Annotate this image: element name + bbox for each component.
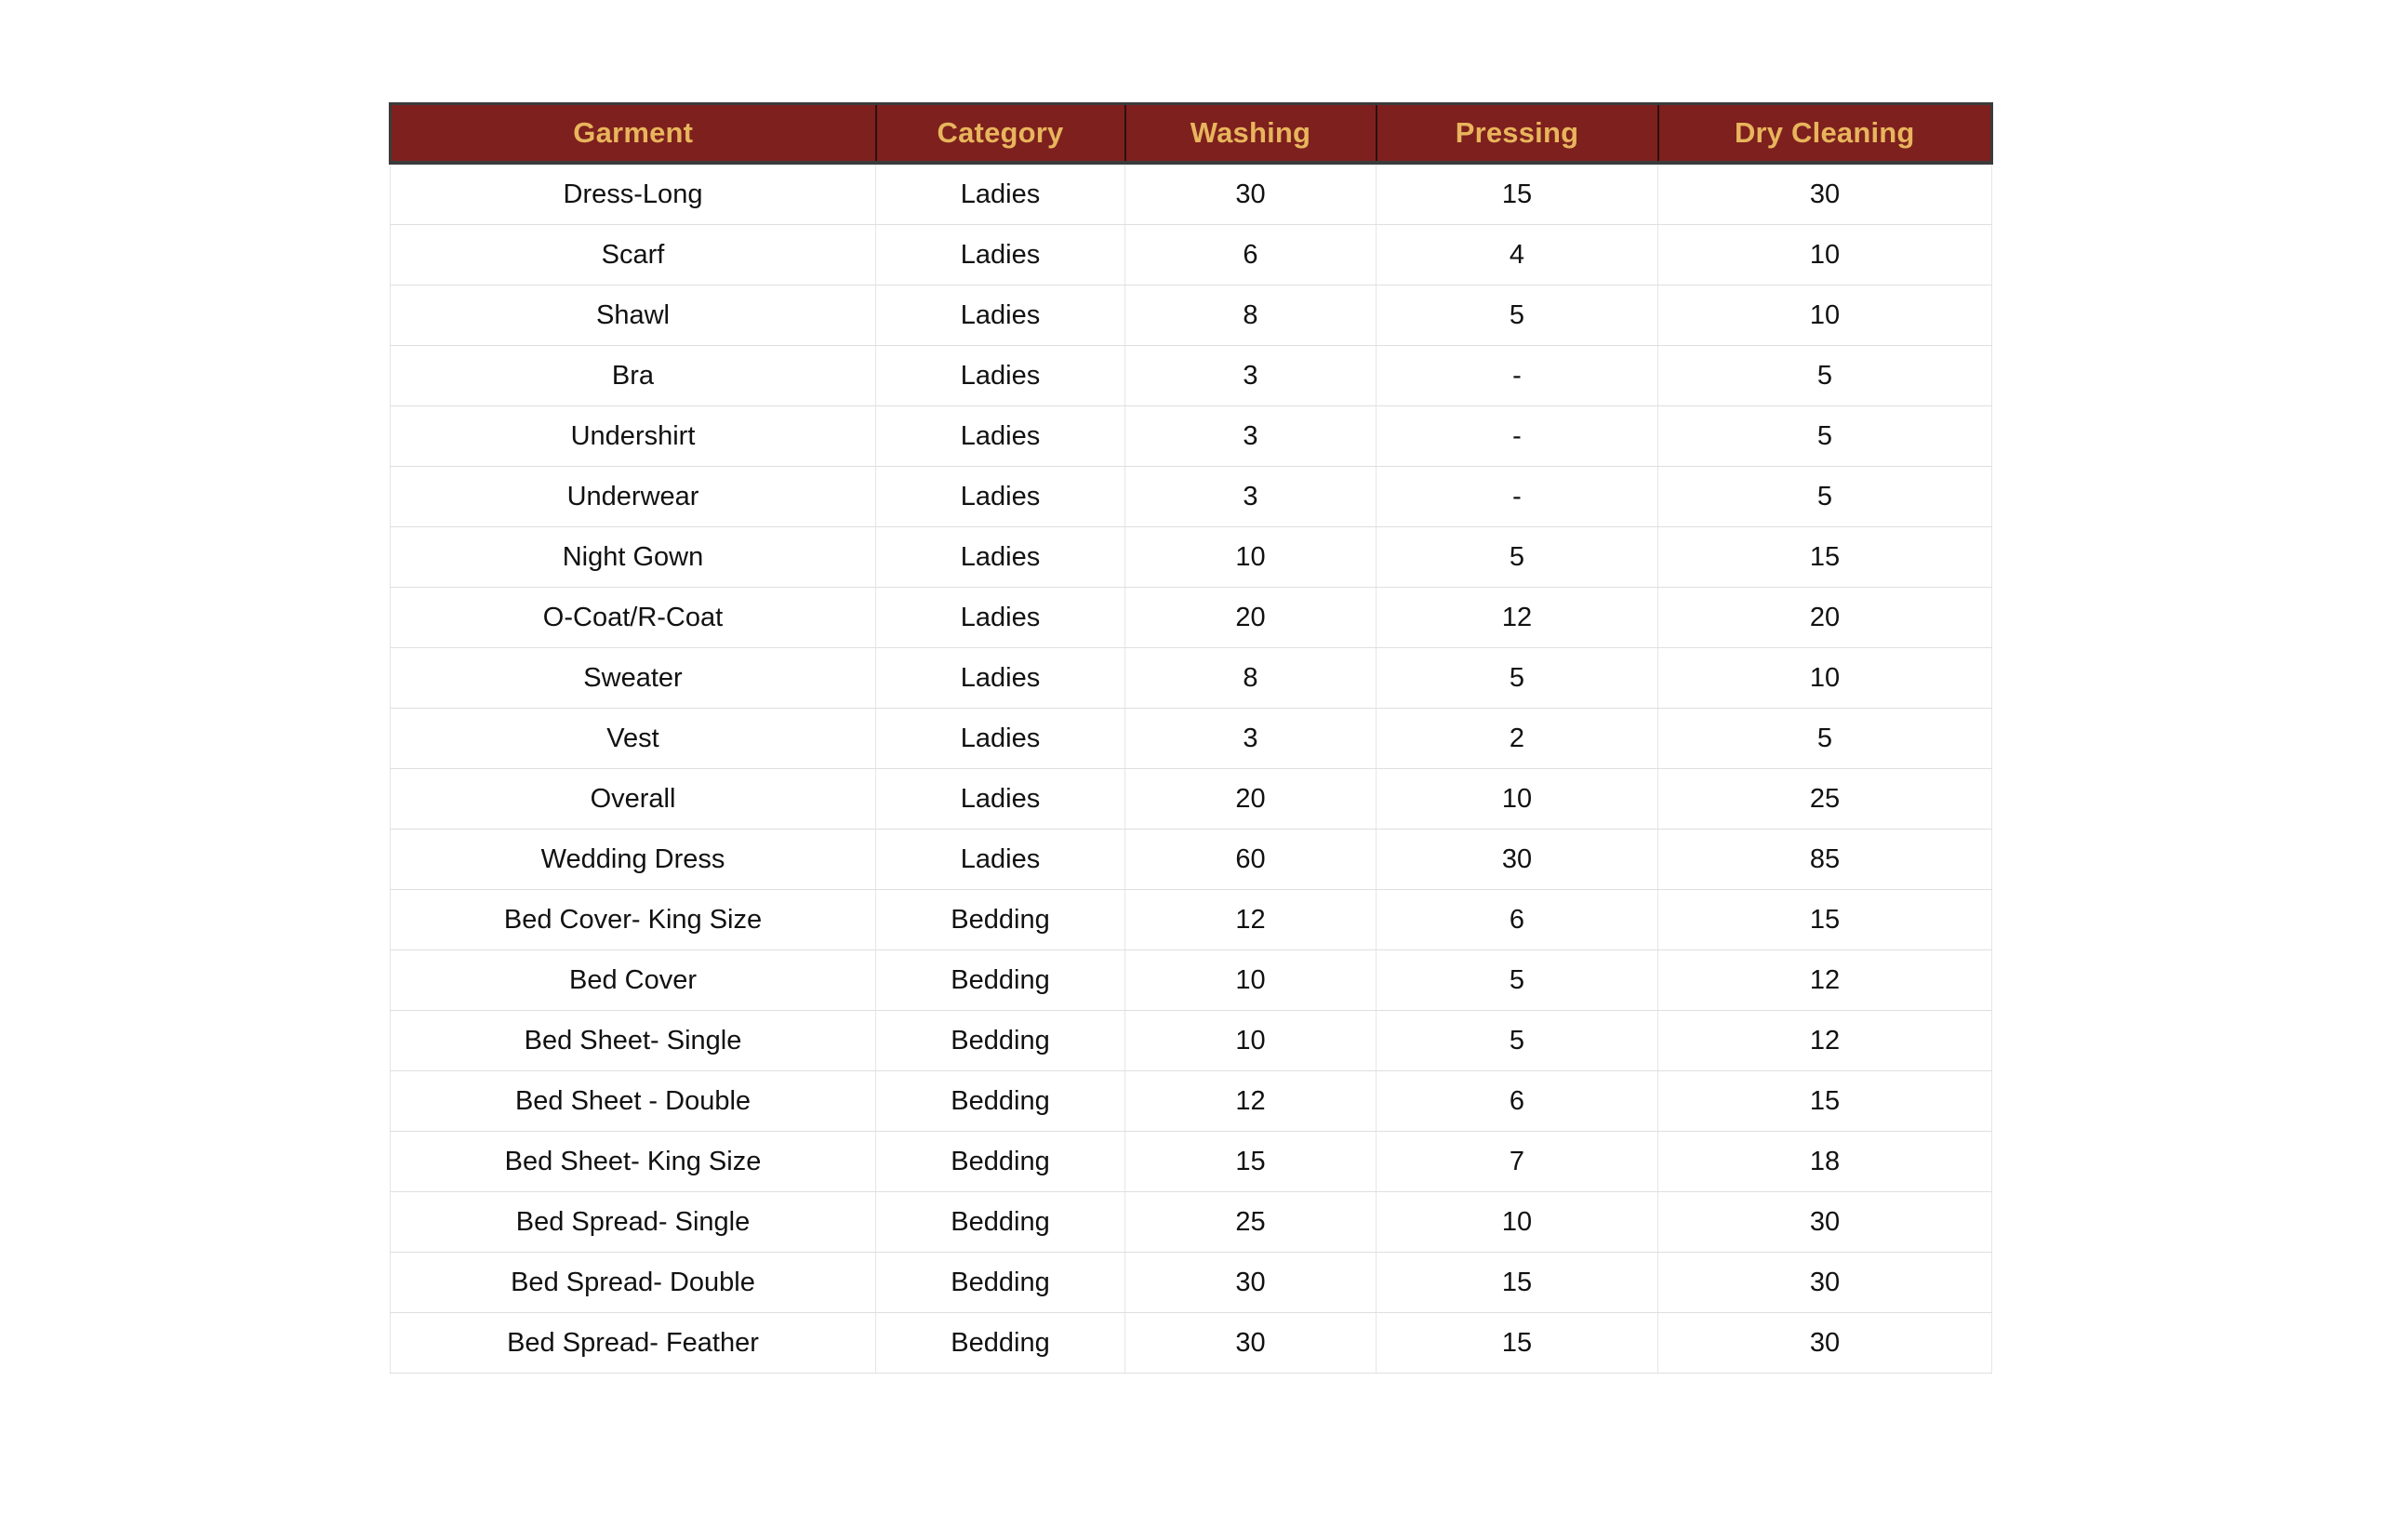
cell-garment: Bed Sheet- King Size <box>391 1132 876 1192</box>
cell-dry-cleaning: 10 <box>1658 225 1992 285</box>
cell-garment: Bed Cover- King Size <box>391 890 876 950</box>
column-header-dry-cleaning: Dry Cleaning <box>1658 104 1992 164</box>
table-row <box>391 1313 1992 1374</box>
cell-pressing: 5 <box>1377 1011 1658 1071</box>
cell-dry-cleaning: 12 <box>1658 950 1992 1011</box>
cell-washing: 10 <box>1125 1011 1377 1071</box>
table-row <box>391 588 1992 648</box>
cell-garment: Bed Spread- Double <box>391 1253 876 1313</box>
cell-category: Bedding <box>876 1192 1125 1253</box>
cell-category: Ladies <box>876 285 1125 346</box>
cell-garment: Undershirt <box>391 406 876 467</box>
cell-dry-cleaning: 30 <box>1658 163 1992 225</box>
cell-dry-cleaning: 18 <box>1658 1132 1992 1192</box>
cell-category: Bedding <box>876 950 1125 1011</box>
cell-category: Ladies <box>876 830 1125 890</box>
cell-garment: Bra <box>391 346 876 406</box>
cell-category: Bedding <box>876 1253 1125 1313</box>
cell-washing: 30 <box>1125 1313 1377 1374</box>
cell-pressing: 5 <box>1377 950 1658 1011</box>
cell-washing: 10 <box>1125 950 1377 1011</box>
cell-dry-cleaning: 15 <box>1658 527 1992 588</box>
table-row <box>391 285 1992 346</box>
table-body <box>391 163 1992 1374</box>
cell-washing: 30 <box>1125 1253 1377 1313</box>
cell-washing: 12 <box>1125 890 1377 950</box>
cell-washing: 8 <box>1125 648 1377 709</box>
cell-washing: 12 <box>1125 1071 1377 1132</box>
cell-pressing: 6 <box>1377 890 1658 950</box>
column-header-garment: Garment <box>391 104 876 164</box>
laundry-price-table <box>389 102 1993 1374</box>
cell-garment: Sweater <box>391 648 876 709</box>
cell-category: Ladies <box>876 467 1125 527</box>
cell-garment: Underwear <box>391 467 876 527</box>
cell-washing: 6 <box>1125 225 1377 285</box>
cell-washing: 20 <box>1125 588 1377 648</box>
cell-category: Ladies <box>876 709 1125 769</box>
table-row <box>391 527 1992 588</box>
table-row <box>391 830 1992 890</box>
cell-washing: 8 <box>1125 285 1377 346</box>
cell-garment: Bed Spread- Feather <box>391 1313 876 1374</box>
cell-pressing: 15 <box>1377 1253 1658 1313</box>
table-row <box>391 1253 1992 1313</box>
table-row <box>391 648 1992 709</box>
cell-dry-cleaning: 20 <box>1658 588 1992 648</box>
cell-dry-cleaning: 30 <box>1658 1313 1992 1374</box>
cell-pressing: 5 <box>1377 285 1658 346</box>
cell-category: Ladies <box>876 588 1125 648</box>
cell-dry-cleaning: 10 <box>1658 648 1992 709</box>
cell-garment: Overall <box>391 769 876 830</box>
cell-category: Ladies <box>876 527 1125 588</box>
cell-pressing: 5 <box>1377 648 1658 709</box>
cell-garment: Night Gown <box>391 527 876 588</box>
table-header <box>391 104 1992 164</box>
cell-dry-cleaning: 15 <box>1658 1071 1992 1132</box>
cell-washing: 3 <box>1125 467 1377 527</box>
cell-dry-cleaning: 5 <box>1658 709 1992 769</box>
cell-category: Ladies <box>876 406 1125 467</box>
cell-garment: Shawl <box>391 285 876 346</box>
table-row <box>391 406 1992 467</box>
cell-dry-cleaning: 10 <box>1658 285 1992 346</box>
cell-pressing: 7 <box>1377 1132 1658 1192</box>
cell-pressing: 5 <box>1377 527 1658 588</box>
cell-dry-cleaning: 12 <box>1658 1011 1992 1071</box>
cell-category: Ladies <box>876 648 1125 709</box>
cell-pressing: 30 <box>1377 830 1658 890</box>
cell-washing: 60 <box>1125 830 1377 890</box>
cell-category: Ladies <box>876 346 1125 406</box>
cell-category: Bedding <box>876 1313 1125 1374</box>
cell-washing: 20 <box>1125 769 1377 830</box>
cell-category: Bedding <box>876 1011 1125 1071</box>
cell-pressing: 15 <box>1377 1313 1658 1374</box>
table-row <box>391 467 1992 527</box>
cell-pressing: 4 <box>1377 225 1658 285</box>
cell-category: Bedding <box>876 1132 1125 1192</box>
table-row <box>391 1071 1992 1132</box>
cell-dry-cleaning: 85 <box>1658 830 1992 890</box>
table-row <box>391 163 1992 225</box>
column-header-pressing: Pressing <box>1377 104 1658 164</box>
cell-garment: Bed Cover <box>391 950 876 1011</box>
cell-category: Ladies <box>876 769 1125 830</box>
cell-dry-cleaning: 5 <box>1658 346 1992 406</box>
cell-washing: 3 <box>1125 346 1377 406</box>
cell-washing: 25 <box>1125 1192 1377 1253</box>
cell-pressing: 10 <box>1377 769 1658 830</box>
cell-pressing: 15 <box>1377 163 1658 225</box>
cell-pressing: 12 <box>1377 588 1658 648</box>
cell-garment: Bed Sheet - Double <box>391 1071 876 1132</box>
table-row <box>391 1011 1992 1071</box>
cell-category: Ladies <box>876 225 1125 285</box>
cell-garment: O-Coat/R-Coat <box>391 588 876 648</box>
cell-dry-cleaning: 5 <box>1658 406 1992 467</box>
cell-dry-cleaning: 30 <box>1658 1253 1992 1313</box>
cell-pressing: - <box>1377 467 1658 527</box>
cell-garment: Wedding Dress <box>391 830 876 890</box>
cell-pressing: - <box>1377 406 1658 467</box>
cell-dry-cleaning: 30 <box>1658 1192 1992 1253</box>
cell-category: Bedding <box>876 1071 1125 1132</box>
cell-washing: 15 <box>1125 1132 1377 1192</box>
table-row <box>391 890 1992 950</box>
table-row <box>391 1192 1992 1253</box>
cell-category: Ladies <box>876 163 1125 225</box>
table-row <box>391 346 1992 406</box>
table-row <box>391 225 1992 285</box>
cell-garment: Bed Sheet- Single <box>391 1011 876 1071</box>
column-header-category: Category <box>876 104 1125 164</box>
column-header-washing: Washing <box>1125 104 1377 164</box>
cell-washing: 3 <box>1125 709 1377 769</box>
cell-pressing: 2 <box>1377 709 1658 769</box>
cell-washing: 30 <box>1125 163 1377 225</box>
cell-garment: Dress-Long <box>391 163 876 225</box>
cell-garment: Scarf <box>391 225 876 285</box>
cell-garment: Bed Spread- Single <box>391 1192 876 1253</box>
cell-pressing: - <box>1377 346 1658 406</box>
cell-dry-cleaning: 5 <box>1658 467 1992 527</box>
table-row <box>391 769 1992 830</box>
cell-dry-cleaning: 25 <box>1658 769 1992 830</box>
table-row <box>391 709 1992 769</box>
cell-pressing: 6 <box>1377 1071 1658 1132</box>
table-row <box>391 950 1992 1011</box>
cell-dry-cleaning: 15 <box>1658 890 1992 950</box>
cell-garment: Vest <box>391 709 876 769</box>
header-row <box>391 104 1992 164</box>
cell-washing: 3 <box>1125 406 1377 467</box>
cell-washing: 10 <box>1125 527 1377 588</box>
cell-category: Bedding <box>876 890 1125 950</box>
table-row <box>391 1132 1992 1192</box>
cell-pressing: 10 <box>1377 1192 1658 1253</box>
